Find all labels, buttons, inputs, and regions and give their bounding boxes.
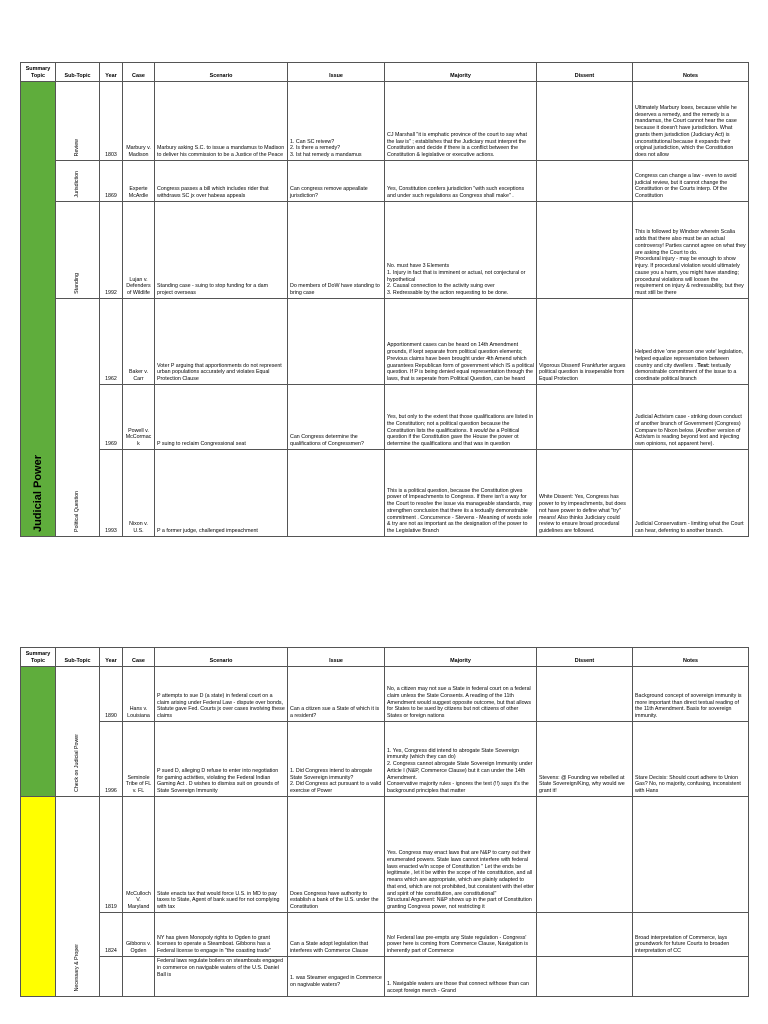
congress-power-table [20, 647, 749, 997]
year-cell: 1969 [100, 385, 123, 450]
majority-cell: 1. Yes, Congress did intend to abrogate State Sovereign immunity (which they can do) 2. Congress cannot abrogate State Sovereign Immunity under Article I (N&P, Commerce Clause) but it can under the 14th Amendment. Conservative majority rules - ignores the text (!!) says it's the background principles that matter [385, 722, 537, 797]
dissent-cell: Stevens: @ Founding we rebelled at State Sovereign/King, why would we grant it! [537, 722, 633, 797]
header-dissent: Dissent [537, 63, 633, 82]
year-cell: 1819 [100, 797, 123, 913]
header-year: Year [100, 63, 123, 82]
table-row [21, 299, 749, 385]
notes-cell [633, 957, 749, 997]
scenario-cell: Standing case - suing to stop funding for a dam project overseas [155, 202, 288, 299]
header-row [21, 648, 749, 667]
header-issue: Issue [288, 63, 385, 82]
subtopic-cell [56, 82, 100, 161]
scenario-cell: Marbury asking S.C. to issue a mandamus to Madison to deliver his commission to be a Justice of the Peace [155, 82, 288, 161]
notes-cell: Stare Decisis: Should court adhere to Union Gas? No, no majority, confusing, inconsistent with Hans [633, 722, 749, 797]
notes-test-label: Test: [697, 362, 710, 369]
scenario-cell: Federal laws regulate boilers on steamboats engaged in commerce on navigable waters of the U.S. Daniel Ball is [155, 957, 288, 997]
notes-cell [633, 299, 749, 385]
summary-topic-cell [21, 797, 56, 997]
header-case: Case [123, 648, 155, 667]
dissent-cell [537, 385, 633, 450]
notes-cell: Congress can change a law - even to avoid judicial review, but it cannot change the Constitution or the Courts interp. Of the Constitution [633, 161, 749, 202]
scenario-cell: P a former judge, challenged impeachment [155, 450, 288, 537]
header-case: Case [123, 63, 155, 82]
header-row [21, 63, 749, 82]
notes-cell: Judicial Activism case - striking down conduct of another branch of Government (Congress) Compare to Nixon below. (Another version of Activism is reading beyond text and injecting own opinions, not apparent here). [633, 385, 749, 450]
scenario-cell: P sued D, alleging D refuse to enter into negotiation for gaming activities, violating the Federal Indian Gaming Act . D wishes to dismiss suit on grounds of State Sovereign Immunity [155, 722, 288, 797]
summary-topic-cell [21, 667, 56, 797]
year-cell: 1993 [100, 450, 123, 537]
majority-cell: Yes. Congress may enact laws that are N&P to carry out their enumerated powers. State laws cannot interfere with federal laws enacted w/in scope of Constitution " Let the ends be legitimate , let it be within the scope of hte constitution, and all means which are appropriate, which are plainly adapted to that end, which are not prohibited, but consistent with thel etter and spirit of hte constitution, are constitutional" Structural Argument: N&P shows up in the part of Constitution granting Congress power, not restricting it [385, 797, 537, 913]
notes-text: Helped drive 'one person one vote' legislation, helped equalize representation between country and city dwellers . [635, 349, 744, 369]
issue-cell: Do members of DoW have standing to bring case [288, 202, 385, 299]
majority-cell: This is a political question, because the Constitution gives power of Impeachments to Congress. If there isn't a way for the Court to resolve the issue via manageable standards, may strengthen conclusion that there iis a textually demonstrable commitment . Concurrence - Stevens - Meaning of words sole & try are not as important as the designation of the power to the Legislative Branch [385, 450, 537, 537]
dissent-cell [537, 202, 633, 299]
notes-cell: Ultimately Marbury loses, because while he deserves a remedy, and the remedy is a mandamus, the Court cannot hear the case because it doesn't have jurisdiction. What grants them jurisdiction (Judiciary Act) is unconstitutional because it expands their original jurisdiction, which the Constitution does not allow [633, 82, 749, 161]
subtopic-political-question: Political Question [74, 491, 81, 533]
header-summary-topic: Summary Topic [21, 648, 56, 667]
case-cell: Nixon v. U.S. [123, 450, 155, 537]
notes-text: textually demonstrable commitment of the issue to a coordinate political branch [635, 362, 737, 383]
table-row [21, 797, 749, 913]
header-notes: Notes [633, 648, 749, 667]
table-row [21, 202, 749, 299]
issue-cell: 1. Did Congress intend to abrogate State Sovereign immunity? 2. Did Congress act pursuant to a valid exercise of Power [288, 722, 385, 797]
issue-cell: 1. Can SC reivew? 2. Is there a remedy? 3. Ist hat remedy a mandamus [288, 82, 385, 161]
table-row [21, 450, 749, 537]
header-scenario: Scenario [155, 648, 288, 667]
header-notes: Notes [633, 63, 749, 82]
table-row [21, 161, 749, 202]
dissent-cell [537, 957, 633, 997]
subtopic-cell [56, 161, 100, 202]
scenario-cell: NY has given Monopoly rights to Ogden to grant licenses to operate a Steamboat. Gibbons has a Federal license to engage in "the coasting trade" [155, 913, 288, 957]
majority-cell [385, 385, 537, 450]
issue-cell: Can a State adopt legislation that interferes with Commerce Clause [288, 913, 385, 957]
year-cell: 1824 [100, 913, 123, 957]
subtopic-cell [56, 797, 100, 997]
subtopic-cell [56, 299, 100, 537]
subtopic-cell [56, 667, 100, 797]
notes-cell: Judicial Conservatism - limiting what the Court can hear, deferring to another branch. [633, 450, 749, 537]
year-cell: 1890 [100, 667, 123, 722]
subtopic-review: Review [74, 138, 81, 157]
notes-cell: Background concept of sovereign immunity is more important than direct textual reading of the 11th Amendment. Basis for sovereign immunity. [633, 667, 749, 722]
year-cell: 1996 [100, 722, 123, 797]
dissent-cell [537, 161, 633, 202]
issue-cell [288, 299, 385, 385]
issue-cell: 1. was Steamer engaged in Commerce on nagivable waters? [288, 957, 385, 997]
table-row [21, 667, 749, 722]
case-cell: Marbury v. Madison [123, 82, 155, 161]
case-cell: Lujan v. Defenders of Wildlife [123, 202, 155, 299]
dissent-cell [537, 797, 633, 913]
header-majority: Majority [385, 63, 537, 82]
judicial-power-table [20, 62, 749, 537]
dissent-cell [537, 667, 633, 722]
scenario-cell: P attempts to sue D (a state) in federal court on a claim arising under Federal Law - dispute over bonds, Statute gave Fed. Courts jx over cases involving these claims [155, 667, 288, 722]
majority-cell: No, a citizen may not sue a State in federal court on a federal claim unless the State Consents. A reading of the 11th Amendment would suggest opposite outcome, but that allows for States to be sued by citizens but not citizens of other States or foreign nations [385, 667, 537, 722]
dissent-cell [537, 913, 633, 957]
majority-emphasis: would be [473, 427, 496, 434]
header-majority: Majority [385, 648, 537, 667]
header-year: Year [100, 648, 123, 667]
header-sub-topic: Sub-Topic [56, 648, 100, 667]
dissent-cell: White Dissent: Yes, Congress has power to try impeachments, but does not have power to define what "try" means! Also thinks Judiciary could review to ensure broad procedural guidelines are followed. [537, 450, 633, 537]
majority-cell: Apportionment cases can be heard on 14th Amendment grounds, if kept separate from political question elements; Previous claims have been brought under 4th Amend which guarantees Republican form of government which IS a political question. If P is being denied equal representation through the laws, that is seperate from Political Question, can be heard [385, 299, 537, 385]
header-dissent: Dissent [537, 648, 633, 667]
scenario-cell: State enacts tax that would force U.S. in MD to pay taxes to State, Agent of bank sued for not complying with tax [155, 797, 288, 913]
case-cell: Experte McArdle [123, 161, 155, 202]
majority-cell: CJ Marshall "it is emphatic province of the court to say what the law is" ; establishes that the Judiciary must interpret the Constitution and decide if there is a conflict between the Constitution & legislative or executive actions. [385, 82, 537, 161]
subtopic-standing: Standing [74, 273, 81, 295]
scenario-cell: Voter P arguing that apportionments do not represent urban populations accurately and violates Equal Protection Clause [155, 299, 288, 385]
subtopic-check-on-judicial-power: Check on Judicial Power [74, 734, 81, 793]
majority-cell: Yes, Constitution confers jurisdiction "with such exceptions and under such regulations as Congress shall make" . [385, 161, 537, 202]
issue-cell [288, 450, 385, 537]
case-cell: Hans v. Louisiana [123, 667, 155, 722]
scenario-cell: P suing to reclaim Congressional seat [155, 385, 288, 450]
dissent-cell [537, 82, 633, 161]
case-cell: Seminole Tribe of FL v. FL [123, 722, 155, 797]
majority-cell: 1. Navigable waters are those that connect w/those than can accept foreign merch - Grand [385, 957, 537, 997]
subtopic-necessary-proper: Necessary & Proper [74, 944, 81, 992]
year-cell: 1962 [100, 299, 123, 385]
issue-cell: Does Congress have authority to establish a bank of the U.S. under the Constitution [288, 797, 385, 913]
scenario-cell: Congress passes a bill which includes rider that withdraws SC jx over habeas appeals [155, 161, 288, 202]
table-row [21, 957, 749, 997]
notes-cell [633, 797, 749, 913]
case-cell [123, 957, 155, 997]
issue-cell: Can a citizen sue a State of which it is a resident? [288, 667, 385, 722]
year-cell: 1803 [100, 82, 123, 161]
majority-text: a Political question if the Constitution gave the House the power ot determine the qualifications and that was in question [387, 427, 520, 448]
table-row [21, 913, 749, 957]
notes-cell: This is followed by Windsor wherein Scalia adds that there also must be an actual controversy! Parties cannot agree on what they are asking the Court to do. Procedural injury - may be enough to show injury. If procedural violation would ultimately cause you a harm, you might have standing; procedural violations will loosen the requirement on injury & redressability, but they must still be there [633, 202, 749, 299]
dissent-cell: Vigorous Dissent! Frankfurter argues political question is inseperable from Equal Protection [537, 299, 633, 385]
case-cell: Powell v. McCormack [123, 385, 155, 450]
header-scenario: Scenario [155, 63, 288, 82]
year-cell: 1992 [100, 202, 123, 299]
notes-cell: Broad interpretation of Commerce, lays groundwork for future Courts to broaden interpretation of CC [633, 913, 749, 957]
table-row [21, 722, 749, 797]
case-cell: McCulloch V. Maryland [123, 797, 155, 913]
majority-cell: No! Federal law pre-empts any State regulation - Congress' power here is coming from Commerce Clause, Navigation is inherently part of Commerce [385, 913, 537, 957]
case-cell: Baker v. Carr [123, 299, 155, 385]
summary-topic-label: Judicial Power [31, 455, 44, 533]
table-row [21, 385, 749, 450]
issue-cell: Can congress remove appeallate jurisdiction? [288, 161, 385, 202]
year-cell [100, 957, 123, 997]
summary-topic-cell [21, 82, 56, 537]
subtopic-jurisdiction: Jurisdiction [74, 170, 81, 198]
table-row [21, 82, 749, 161]
header-summary-topic: Summary Topic [21, 63, 56, 82]
issue-cell: Can Congress determine the qualifications of Congressmen? [288, 385, 385, 450]
majority-text: Yes, but only to the extent that those qualifications are listed in the Constitution; not a political question because the Constitution lists the qualifications. It [387, 414, 534, 434]
subtopic-cell [56, 202, 100, 299]
majority-cell: No. must have 3 Elements 1. Injury in fact that is imminent or actual, not conjectural or hypothetical 2. Causal connection to the activity suing over 3. Redressable by the action requesting to be done. [385, 202, 537, 299]
year-cell: 1869 [100, 161, 123, 202]
header-sub-topic: Sub-Topic [56, 63, 100, 82]
header-issue: Issue [288, 648, 385, 667]
case-cell: Gibbons v. Ogden [123, 913, 155, 957]
